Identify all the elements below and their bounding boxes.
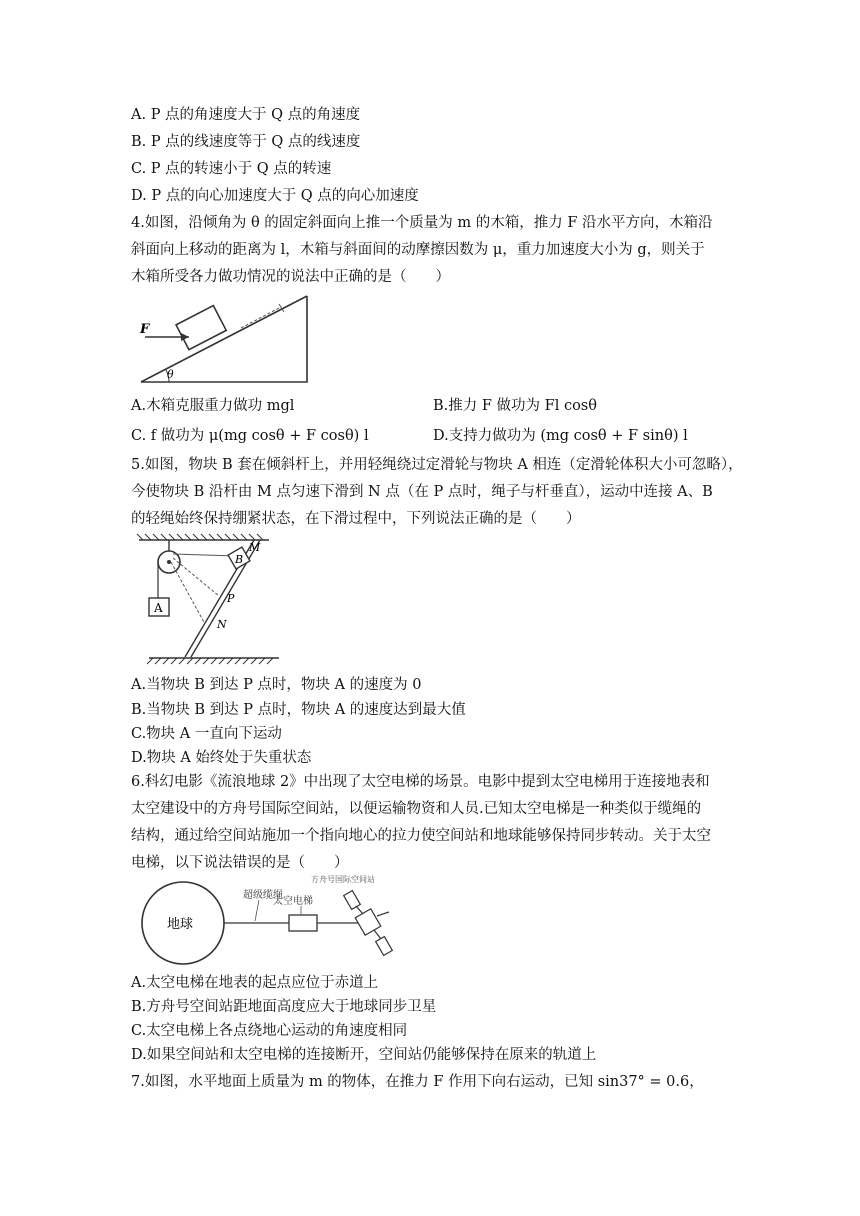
q5-stem-line-2: 今使物块 B 沿杆由 M 点匀速下滑到 N 点（在 P 点时，绳子与杆垂直），运动中连接 A、B (131, 484, 713, 500)
q6-fig-label-station: 方舟号国际空间站 (311, 875, 375, 884)
q4-option-d: D.支持力做功为 (mg cosθ + F sinθ) l (433, 428, 688, 444)
q5-fig-label-m: M (249, 541, 261, 554)
q6-stem-line-2: 太空建设中的方舟号国际空间站，以便运输物资和人员.已知太空电梯是一种类似于缆绳的 (131, 801, 702, 817)
q5-option-c: C.物块 A 一直向下运动 (131, 726, 282, 742)
q7-stem-line-1: 7.如图，水平地面上质量为 m 的物体，在推力 F 作用下向右运动，已知 sin37° = 0.6， (131, 1074, 704, 1090)
q3-option-c: C. P 点的转速小于 Q 点的转速 (131, 161, 332, 177)
q5-option-a: A.当物块 B 到达 P 点时，物块 A 的速度为 0 (131, 677, 422, 693)
q5-fig-label-n: N (217, 618, 227, 631)
q4-stem-line-3: 木箱所受各力做功情况的说法中正确的是（ ） (131, 269, 450, 285)
q5-option-d: D.物块 A 始终处于失重状态 (131, 750, 312, 766)
q6-fig-label-earth: 地球 (167, 917, 194, 932)
q6-fig-label-elevator: 太空电梯 (273, 896, 313, 907)
q5-option-b: B.当物块 B 到达 P 点时，物块 A 的速度达到最大值 (131, 702, 466, 718)
q4-stem-line-1: 4.如图，沿倾角为 θ 的固定斜面向上推一个质量为 m 的木箱，推力 F 沿水平方向，木箱沿 (131, 215, 713, 231)
q3-option-d: D. P 点的向心加速度大于 Q 点的向心加速度 (131, 188, 419, 204)
q4-incline-figure (131, 290, 311, 386)
q5-fig-label-p: P (227, 592, 235, 605)
q4-fig-label-f: F (140, 322, 150, 337)
q6-option-a: A.太空电梯在地表的起点应位于赤道上 (131, 975, 379, 991)
q5-fig-label-b: B (235, 553, 244, 566)
q4-option-c: C. f 做功为 μ(mg cosθ + F cosθ) l (131, 428, 369, 444)
q6-space-elevator-figure (131, 870, 396, 965)
q6-stem-line-1: 6.科幻电影《流浪地球 2》中出现了太空电梯的场景。电影中提到太空电梯用于连接地表和 (131, 774, 710, 790)
q4-stem-line-2: 斜面向上移动的距离为 l，木箱与斜面间的动摩擦因数为 μ，重力加速度大小为 g，则关于 (131, 242, 705, 258)
q3-option-a: A. P 点的角速度大于 Q 点的角速度 (131, 107, 361, 123)
q6-option-d: D.如果空间站和太空电梯的连接断开，空间站仍能够保持在原来的轨道上 (131, 1047, 597, 1063)
q6-fig-label-cable: 超级缆绳 (243, 890, 283, 901)
q4-option-b: B.推力 F 做功为 Fl cosθ (433, 398, 597, 414)
q6-option-c: C.太空电梯上各点绕地心运动的角速度相同 (131, 1023, 408, 1039)
q6-option-b: B.方舟号空间站距地面高度应大于地球同步卫星 (131, 999, 437, 1015)
q5-fig-label-a: A (154, 601, 163, 615)
q3-option-b: B. P 点的线速度等于 Q 点的线速度 (131, 134, 361, 150)
q4-option-a: A.木箱克服重力做功 mgl (131, 398, 295, 414)
q6-stem-line-4: 电梯，以下说法错误的是（ ） (131, 855, 349, 871)
q4-fig-label-theta: θ (167, 368, 174, 381)
q5-pulley-figure (131, 532, 281, 667)
q5-stem-line-3: 的轻绳始终保持绷紧状态，在下滑过程中，下列说法正确的是（ ） (131, 511, 581, 527)
q6-stem-line-3: 结构，通过给空间站施加一个指向地心的拉力使空间站和地球能够保持同步转动。关于太空 (131, 828, 711, 844)
q5-stem-line-1: 5.如图，物块 B 套在倾斜杆上，并用轻绳绕过定滑轮与物块 A 相连（定滑轮体积大小可忽略）， (131, 457, 743, 473)
